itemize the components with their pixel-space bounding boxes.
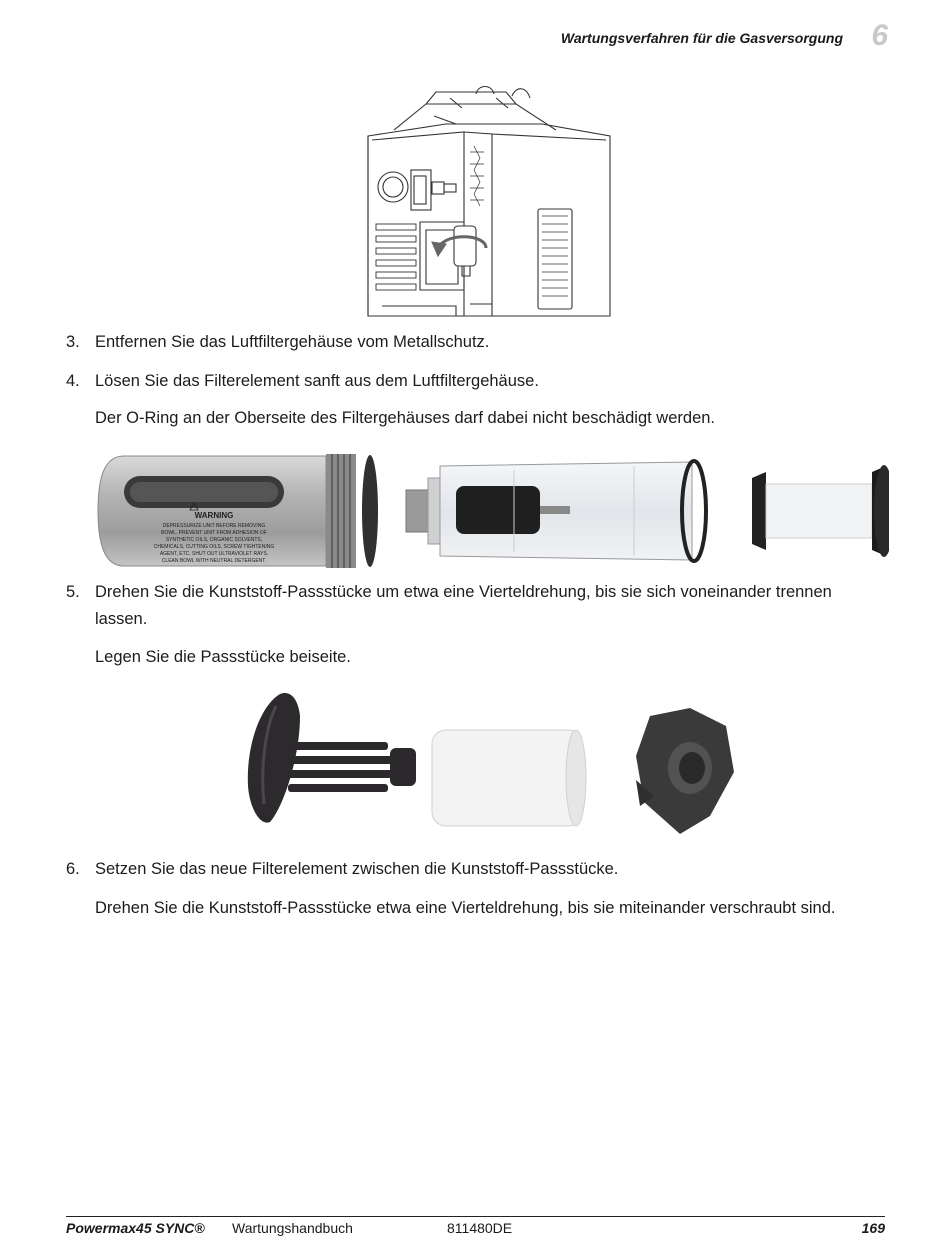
step-number: 3. [66,333,80,351]
step-6 [66,856,886,883]
figure-power-supply-filter [366,84,614,320]
footer-manual-title: Wartungshandbuch [232,1220,353,1236]
step-6-note: Drehen Sie die Kunststoff-Passstücke etwa eine Vierteldrehung, bis sie miteinander verschraubt sind. [95,899,836,917]
warning-line: CLEAN BOWL WITH NEUTRAL DETERGENT. [161,558,267,564]
footer-divider [66,1216,885,1217]
section-title: Wartungsverfahren für die Gasversorgung [560,30,843,46]
chapter-number: 6 [871,19,888,52]
warning-line: CHEMICALS, CUTTING OILS, SCREW TIGHTENING [153,544,275,550]
step-text: Entfernen Sie das Luftfiltergehäuse vom Metallschutz. [95,333,490,351]
filter-element-image [752,465,889,557]
step-text: Lösen Sie das Filterelement sanft aus dem Luftfiltergehäuse. [95,372,539,390]
figure-filter-housing-parts [94,448,889,574]
fitting-cap-image [636,708,734,834]
filter-element-image [432,730,586,826]
step-3 [66,329,886,356]
step-4 [66,368,886,395]
step-number: 4. [66,372,80,390]
step-number: 5. [66,583,80,601]
step-text: Drehen Sie die Kunststoff-Passstücke um etwa eine Vierteldrehung, bis sie sich voneinander trennen lassen. [95,583,832,628]
step-text: Setzen Sie das neue Filterelement zwischen die Kunststoff-Passstücke. [95,860,619,878]
page-number: 169 [861,1220,885,1236]
warning-label: WARNING [194,511,234,520]
warning-line: AGENT, ETC. SHUT OUT ULTRAVIOLET RAYS. [159,551,269,557]
warning-line: SYNTHETIC OILS, ORGANIC SOLVENTS, [165,537,263,543]
step-number: 6. [66,860,80,878]
step-5-note: Legen Sie die Passstücke beiseite. [95,648,351,666]
footer-product: Powermax45 SYNC® [66,1220,205,1236]
footer-doc-number: 811480DE [447,1220,513,1236]
warning-line: BOWL. PREVENT UNIT FROM ADHESION OF [161,530,267,536]
metal-housing-image [98,454,378,568]
step-4-note: Der O-Ring an der Oberseite des Filtergehäuses darf dabei nicht beschädigt werden. [95,409,716,427]
warning-line: DEPRESSURIZE UNIT BEFORE REMOVING [162,523,266,529]
figure-fittings-separated [240,686,740,842]
fitting-with-cage-image [248,693,416,823]
step-5 [66,579,886,633]
clear-bowl-image [406,461,706,561]
